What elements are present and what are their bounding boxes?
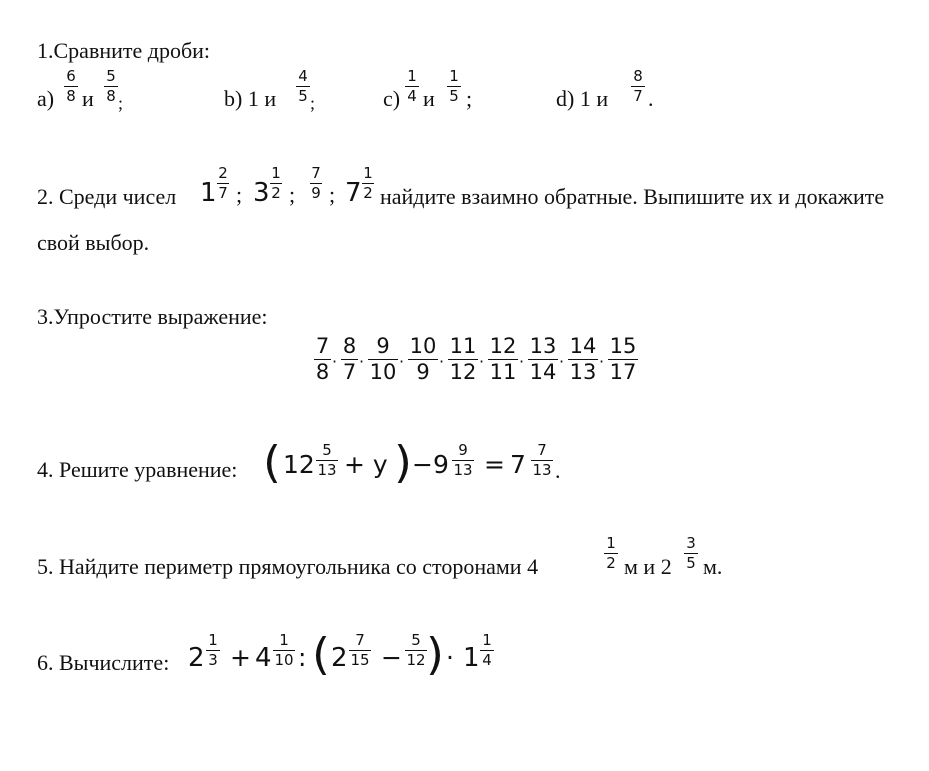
q3-dot: · [332,352,338,371]
q3-dot: · [439,352,445,371]
q4-minus: − [412,450,433,479]
q2-frac-1: 2 7 [218,164,228,203]
q1-a-label: a) [37,86,55,111]
q3-fraction: 11 12 [449,334,477,385]
q2-whole-1: 1 [200,178,217,208]
q4-whole-2: 9 [433,450,449,479]
q4-equals: = [484,450,505,479]
q1-b-semicolon: ; [310,93,316,113]
q5-prefix: 5. Найдите периметр прямоугольника со сторонами 4 [37,554,539,579]
q3-fraction: 14 13 [569,334,597,385]
q6-whole-2: 4 [255,643,272,673]
q3-fraction: 12 11 [489,334,517,385]
q5-end: м. [703,554,723,579]
q3-fraction: 15 17 [609,334,637,385]
q2-sep-3: ; [329,182,336,207]
q1-c-semicolon: ; [466,86,473,111]
q6-minus: − [381,643,402,672]
q1-b-frac: 4 5 [296,69,310,104]
q2-sep-2: ; [289,182,296,207]
q3-dot: · [599,352,605,371]
q3-dot: · [479,352,485,371]
q1-c-label: c) [383,86,401,111]
q3-fraction: 13 14 [529,334,557,385]
q3-dot: · [399,352,405,371]
q3-fraction: 9 10 [369,334,397,385]
q6-frac-1: 1 3 [206,633,220,668]
q6-dot: · [446,643,454,672]
q3-dot: · [359,352,365,371]
q6-whole-3: 2 [331,643,348,673]
q4-plus-y: + y [344,450,388,479]
q2-frac-3: 7 9 [311,164,321,203]
q4-whole-1: 12 [283,450,315,479]
q2-prefix: 2. Среди чисел [37,184,177,209]
q2-frac-4: 1 2 [363,164,373,203]
q4-rparen: ) [394,436,412,488]
q3-dot: · [519,352,525,371]
q2-whole-2: 3 [253,178,270,208]
q3-title: 3.Упростите выражение: [37,304,268,329]
q3-fraction: 10 9 [409,334,437,385]
q3-fraction: 7 8 [315,334,330,385]
q2-whole-4: 7 [345,178,362,208]
q6-plus: + [230,643,251,672]
q1-title: 1.Сравните дроби: [37,38,211,63]
q1-a-frac2: 5 8 [104,69,118,104]
q4-frac-1: 5 13 [317,441,337,480]
q1-d-period: . [648,86,654,111]
q1-b-label: b) 1 и [224,86,277,111]
q5-mid: м и 2 [624,554,672,579]
q1-d-frac: 8 7 [631,69,645,104]
q1-c-frac1: 1 4 [405,69,419,104]
q2-sep-1: ; [236,182,243,207]
q6-frac-5: 1 4 [480,633,494,668]
q6-frac-2: 1 10 [274,631,294,670]
q6-colon: : [298,643,307,672]
q1-c-frac2: 1 5 [447,69,461,104]
q4-whole-3: 7 [510,450,526,479]
q1-a-and: и [82,86,94,111]
q2-suffix: найдите взаимно обратные. Выпишите их и докажите [380,184,885,209]
q4-frac-3: 7 13 [532,441,552,480]
q1-a-frac1: 6 8 [64,69,78,104]
q2-frac-2: 1 2 [271,164,281,203]
q4-period: . [555,458,561,483]
q6-prefix: 6. Вычислите: [37,650,170,675]
q5-frac-1: 1 2 [604,536,618,571]
q3-dot: · [559,352,565,371]
q4-frac-2: 9 13 [453,441,473,480]
q1-c-and: и [423,86,435,111]
q5-frac-2: 3 5 [684,536,698,571]
q6-lparen: ( [312,628,330,680]
q6-whole-1: 2 [188,643,205,673]
q4-lparen: ( [263,436,281,488]
q6-whole-5: 1 [463,643,480,673]
q3-fraction: 8 7 [342,334,357,385]
q6-frac-4: 5 12 [406,631,426,670]
q6-frac-3: 7 15 [350,631,370,670]
q6-rparen: ) [426,628,444,680]
q4-prefix: 4. Решите уравнение: [37,457,238,482]
q1-a-semicolon: ; [118,93,124,113]
q1-d-label: d) 1 и [556,86,609,111]
q2-line2: свой выбор. [37,230,150,255]
